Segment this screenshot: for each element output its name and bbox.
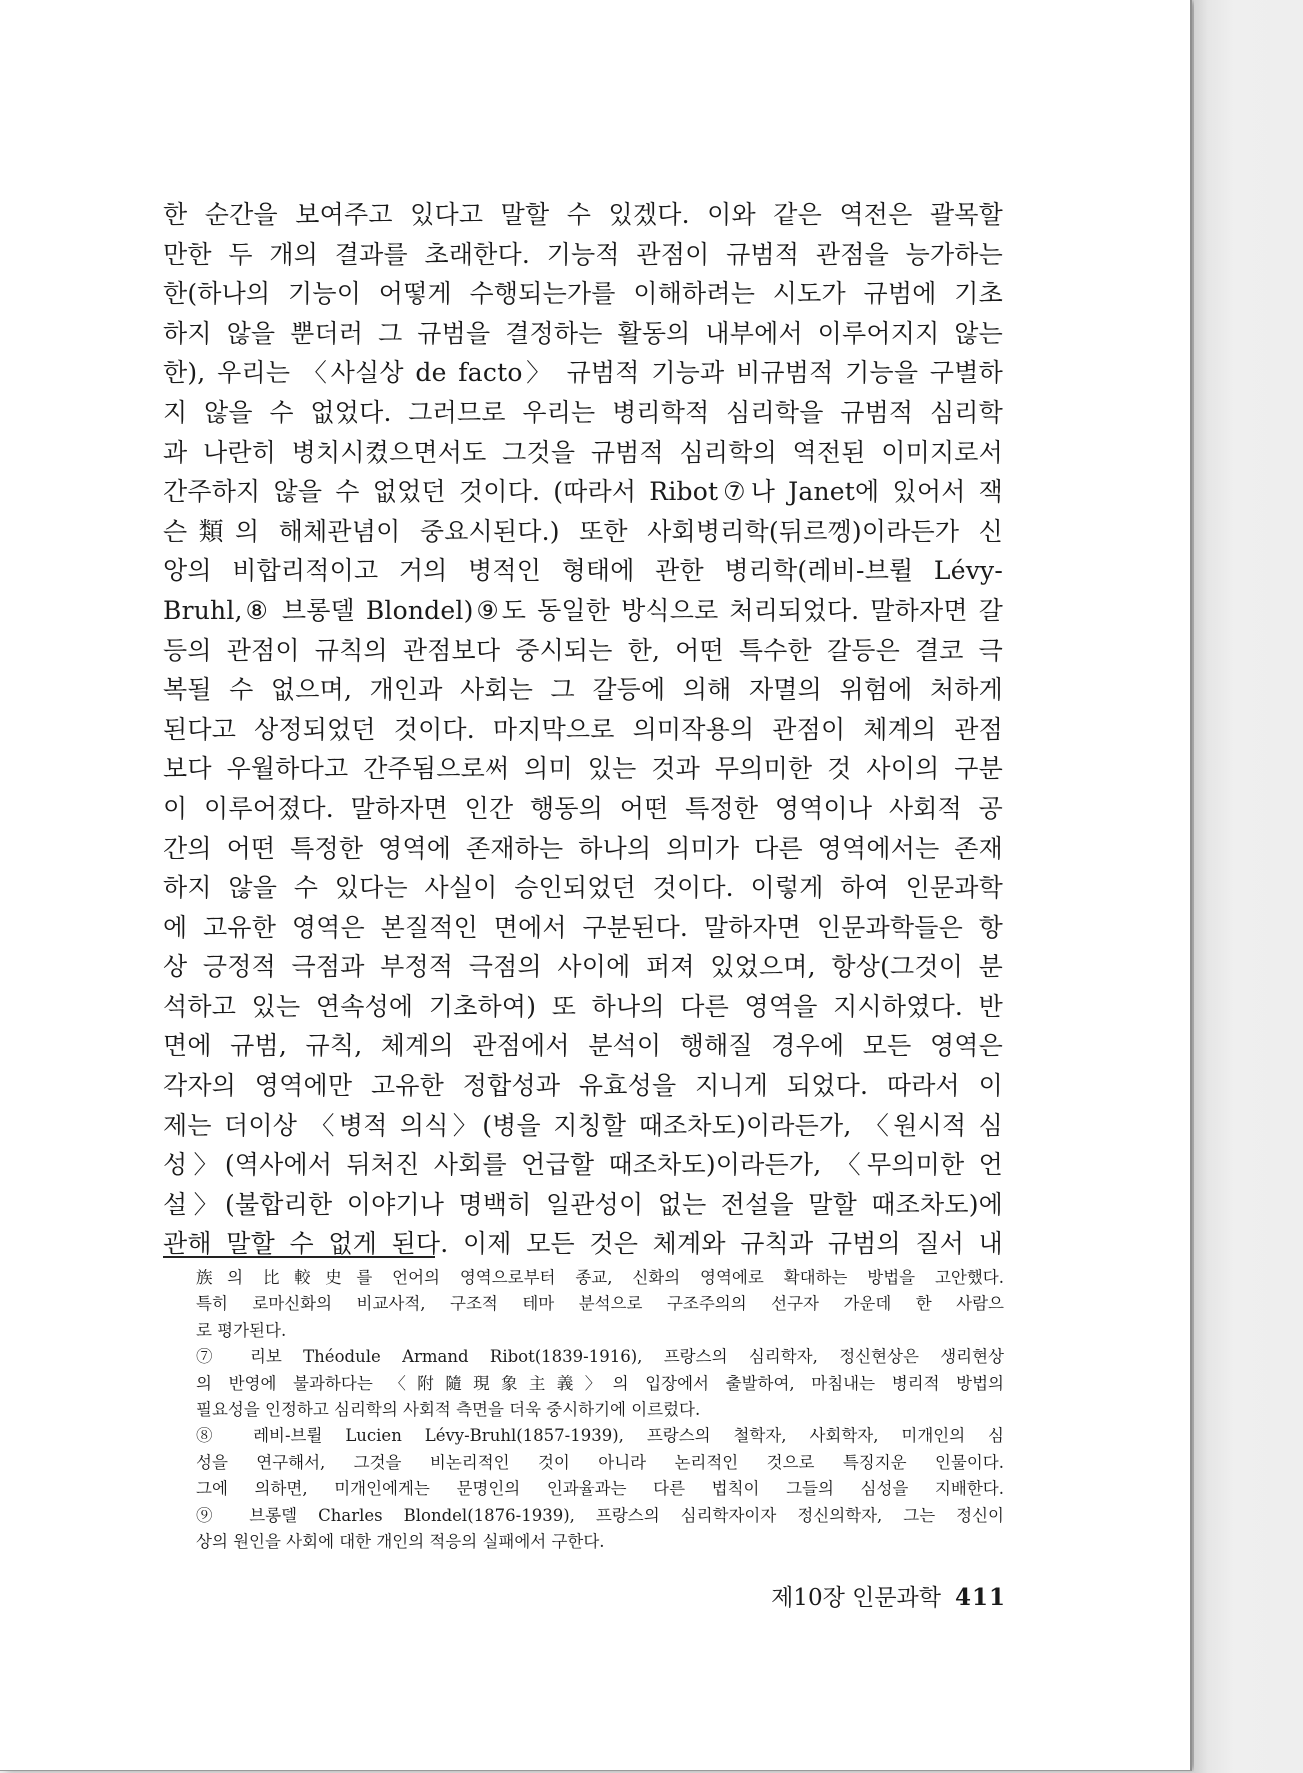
- footnote-line: ⑧ 레비-브륄 Lucien Lévy-Bruhl(1857-1939), 프랑스의 철학자, 사회학자, 미개인의 심: [196, 1426, 1004, 1446]
- footnote-line: 族의 比較史를 언어의 영역으로부터 종교, 신화의 영역에로 확대하는 방법을 고안했다.: [196, 1268, 1004, 1287]
- footnote-line: 그에 의하면, 미개인에게는 문명인의 인과율과는 다른 법칙이 그들의 심성을 지배한다.: [196, 1479, 1004, 1499]
- footnote-line: ⑦ 리보 Théodule Armand Ribot(1839-1916), 프랑스의 심리학자, 정신현상은 생리현상: [196, 1347, 1004, 1367]
- page-number: 411: [954, 1584, 1006, 1611]
- body-line: 설〉(불합리한 이야기나 명백히 일관성이 없는 전설을 말할 때조차도)에: [163, 1189, 1003, 1219]
- body-line: 만한 두 개의 결과를 초래한다. 기능적 관점이 규범적 관점을 능가하는: [163, 239, 1003, 269]
- footnote-line: ⑨ 브롱델 Charles Blondel(1876-1939), 프랑스의 심리학자이자 정신의학자, 그는 정신이: [196, 1505, 1004, 1525]
- body-line: 간의 어떤 특정한 영역에 존재하는 하나의 의미가 다른 영역에서는 존재: [163, 833, 1003, 863]
- body-line: 성〉(역사에서 뒤처진 사회를 언급할 때조차도)이라든가, 〈무의미한 언: [163, 1150, 1003, 1180]
- body-line: 석하고 있는 연속성에 기초하여) 또 하나의 다른 영역을 지시하였다. 반: [163, 991, 1003, 1021]
- page-footer: [726, 1578, 1006, 1618]
- body-line: 하지 않을 수 있다는 사실이 승인되었던 것이다. 이렇게 하여 인문과학: [163, 873, 1003, 903]
- body-line: 한(하나의 기능이 어떻게 수행되는가를 이해하려는 시도가 규범에 기초: [163, 279, 1003, 309]
- body-line: 제는 더이상 〈병적 의식〉(병을 지칭할 때조차도)이라든가, 〈원시적 심: [163, 1110, 1003, 1140]
- body-line: 에 고유한 영역은 본질적인 면에서 구분된다. 말하자면 인문과학들은 항: [163, 912, 1003, 942]
- body-line: 한 순간을 보여주고 있다고 말할 수 있겠다. 이와 같은 역전은 괄목할: [163, 200, 1003, 229]
- footnote-line: 필요성을 인정하고 심리학의 사회적 측면을 더욱 중시하기에 이르렀다.: [196, 1399, 701, 1419]
- body-line: 한), 우리는 〈사실상 de facto〉 규범적 기능과 비규범적 기능을 구별하: [163, 358, 1003, 388]
- body-line: 된다고 상정되었던 것이다. 마지막으로 의미작용의 관점이 체계의 관점: [163, 714, 1003, 744]
- footnote-divider: [163, 1256, 435, 1258]
- footnote-line: 의 반영에 불과하다는 〈附隨現象主義〉의 입장에서 출발하여, 마침내는 병리적 방법의: [196, 1373, 1004, 1393]
- body-line: 관해 말할 수 없게 된다. 이제 모든 것은 체계와 규칙과 규범의 질서 내: [163, 1229, 1003, 1259]
- body-line: 슨類의 해체관념이 중요시된다.) 또한 사회병리학(뒤르껭)이라든가 신: [163, 516, 1003, 546]
- footnotes: [196, 1265, 1004, 1555]
- body-line: 앙의 비합리적이고 거의 병적인 형태에 관한 병리학(레비-브륄 Lévy-: [163, 556, 1003, 586]
- body-line: 과 나란히 병치시켰으면서도 그것을 규범적 심리학의 역전된 이미지로서: [163, 437, 1003, 467]
- footnote-line: 성을 연구해서, 그것을 비논리적인 것이 아니라 논리적인 것으로 특징지운 인물이다.: [196, 1452, 1004, 1472]
- body-line: 면에 규범, 규칙, 체계의 관점에서 분석이 행해질 경우에 모든 영역은: [163, 1031, 1003, 1061]
- footnote-line: 특히 로마신화의 비교사적, 구조적 테마 분석으로 구조주의의 선구자 가운데 한 사람으: [196, 1294, 1004, 1314]
- body-line: 상 긍정적 극점과 부정적 극점의 사이에 퍼져 있었으며, 항상(그것이 분: [163, 952, 1003, 982]
- body-line: 간주하지 않을 수 없었던 것이다. (따라서 Ribot⑦나 Janet에 있어서 잭: [163, 477, 1003, 507]
- footnote-line: 상의 원인을 사회에 대한 개인의 적응의 실패에서 구한다.: [196, 1531, 605, 1551]
- body-line: 이 이루어졌다. 말하자면 인간 행동의 어떤 특정한 영역이나 사회적 공: [163, 793, 1003, 823]
- body-line: 하지 않을 뿐더러 그 규범을 결정하는 활동의 내부에서 이루어지지 않는: [163, 318, 1003, 348]
- body-line: 등의 관점이 규칙의 관점보다 중시되는 한, 어떤 특수한 갈등은 결코 극: [163, 635, 1003, 665]
- chapter-title: 제10장 인문과학: [771, 1585, 941, 1611]
- viewer-background: [1194, 0, 1303, 1773]
- body-line: 지 않을 수 없었다. 그러므로 우리는 병리학적 심리학을 규범적 심리학: [163, 397, 1003, 427]
- footnote-line: 로 평가된다.: [196, 1320, 287, 1340]
- body-text: [163, 195, 1003, 1264]
- body-line: 각자의 영역에만 고유한 정합성과 유효성을 지니게 되었다. 따라서 이: [163, 1071, 1003, 1101]
- body-line: 보다 우월하다고 간주됨으로써 의미 있는 것과 무의미한 것 사이의 구분: [163, 754, 1003, 784]
- body-line: 복될 수 없으며, 개인과 사회는 그 갈등에 의해 자멸의 위험에 처하게: [163, 675, 1003, 705]
- body-line: Bruhl,⑧ 브롱델 Blondel)⑨도 동일한 방식으로 처리되었다. 말하자면 갈: [163, 595, 1003, 625]
